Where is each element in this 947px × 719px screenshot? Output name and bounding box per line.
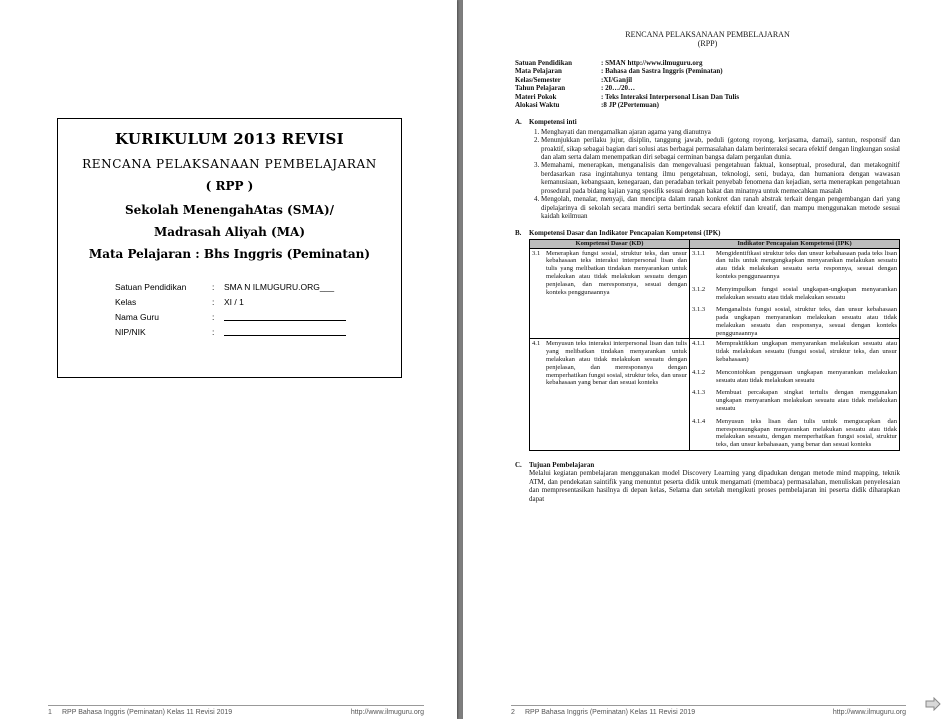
document-page-1 — [0, 0, 457, 719]
footer-rule — [511, 705, 906, 706]
ipk-item — [692, 286, 897, 302]
meta-value: : SMAN http://www.ilmuguru.org — [601, 59, 703, 67]
meta-key: Alokasi Waktu — [515, 101, 560, 110]
kompetensi-inti-item: 1. Menghayati dan mengamalkan ajaran agama yang dianutnya — [541, 128, 900, 136]
meta-row — [515, 84, 900, 92]
footer-url[interactable]: http://www.ilmuguru.org — [350, 709, 424, 716]
ipk-text: Menyusun teks lisan dan tulis untuk mengucapkan dan meresponsungkapan menyarankan melakukan sesuatu atau tidak melakukan sesuatu, dengan memperhatikan fungsi sosial, struktur teks, dan unsur kebahasaan, yang benar dan sesuai konteks — [716, 417, 897, 449]
ipk-number: 4.1.3 — [692, 389, 706, 397]
table-header: Kompetensi Dasar (KD) — [530, 239, 690, 248]
next-page-arrow-icon[interactable] — [925, 697, 941, 711]
cover-school-line2: Madrasah Aliyah (MA) — [153, 225, 305, 239]
ipk-number: 3.1.2 — [692, 285, 706, 293]
footer-url[interactable]: http://www.ilmuguru.org — [832, 709, 906, 716]
footer-text: RPP Bahasa Inggris (Peminatan) Kelas 11 Revisi 2019 — [525, 709, 696, 716]
section-title: Tujuan Pembelajaran — [529, 461, 595, 470]
identity-row — [115, 324, 401, 339]
kd-text: Menyusun teks interaksi interpersonal lisan dan tulis yang melibatkan tindakan menyarankan untuk melakukan atau tidak melakukan sesuatu dengan penjelasan, dan meresponsnya dengan memperhatikan fungsi sosial, struktur teks, dan unsur kebahasaan yang benar dan sesuai konteks — [546, 340, 688, 387]
cover-box — [57, 118, 402, 378]
section-c-heading — [515, 461, 900, 469]
cover-title: KURIKULUM 2013 REVISI — [115, 130, 344, 148]
ipk-number: 3.1.1 — [692, 249, 706, 257]
page-number: 1 — [48, 709, 52, 716]
kompetensi-inti-item: 4. Mengolah, menalar, menyaji, dan mencipta dalam ranah konkret dan ranah abstrak terkait dengan pengembangan dari yang dipelajarinya di sekolah secara mandiri serta bertindak secara efektif dan kreatif, dan mampu menggunakan metode sesuai kaidah keilmuan — [541, 195, 900, 220]
identity-colon: : — [212, 326, 215, 337]
kompetensi-inti-item: 3. Memahami, menerapkan, menganalisis dan mengevaluasi pengetahuan faktual, konseptual, prosedural, dan metakognitif berdasarkan rasa ingintahunya tentang ilmu pengetahuan, teknologi, seni, budaya, dan humaniora dengan wawasan kemanusiaan, kebangsaan, kenegaraan, dan peradaban terkait penyebab fenomena dan kejadian, serta menerapkan pengetahuan prosedural pada bidang kajian yang spesifik sesuai dengan bakat dan minatnya untuk memecahkan masalah — [541, 161, 900, 195]
ipk-number: 4.1.2 — [692, 368, 706, 376]
cover-subject: Mata Pelajaran : Bhs Inggris (Peminatan) — [88, 247, 371, 261]
ipk-text: Membuat percakapan singkat tertulis dengan menggunakan ungkapan menyarankan melakukan sesuatu atau tidak melakukan sesuatu — [716, 389, 897, 413]
ipk-cell — [690, 339, 900, 451]
ipk-item — [692, 250, 897, 281]
page2-content — [515, 30, 900, 503]
ipk-item — [692, 389, 897, 412]
cover-subtitle: RENCANA PELAKSANAAN PEMBELAJARAN — [82, 157, 377, 171]
ipk-text: Mengidentifikasi struktur teks dan unsur kebahasaan pada teks lisan dan tulis untuk mengungkapkan menyarankan melakukan sesuatu atau tidak melakukan sesuatu serta responnya, sesuai dengan konteks penggunaannya — [716, 249, 897, 280]
document-page-2 — [463, 0, 947, 719]
identity-row — [115, 279, 401, 294]
cover-rpp: ( RPP ) — [205, 179, 254, 193]
identity-colon: : — [212, 311, 215, 322]
kompetensi-inti-item: 2. Menunjukkan perilaku jujur, disiplin, tanggung jawab, peduli (gotong royong, kerjasama, damai), santun, responsif dan proaktif, sikap sebagai bagian dari solusi atas berbagai permasalahan dalam berinteraksi secara efektif dengan lingkungan sosial dan alam serta dalam menempatkan diri sebagai cerminan bangsa dalam pergaulan dunia. — [541, 136, 900, 161]
identity-label: Kelas — [115, 296, 137, 307]
section-title: Kompetensi Dasar dan Indikator Pencapaian Kompetensi (IPK) — [529, 229, 721, 238]
kd-cell — [530, 248, 690, 339]
meta-block — [515, 59, 900, 109]
ipk-text: Menyimpulkan fungsi sosial ungkapan-ungkapan menyarankan melakukan sesuatu atau tidak melakukan sesuatu — [716, 285, 897, 301]
footer-text: RPP Bahasa Inggris (Peminatan) Kelas 11 Revisi 2019 — [62, 709, 233, 716]
meta-row — [515, 59, 900, 67]
identity-label: Nama Guru — [115, 311, 159, 322]
ipk-number: 3.1.3 — [692, 306, 706, 314]
ipk-cell — [690, 248, 900, 339]
ipk-text: Mempraktikkan ungkapan menyarankan melakukan sesuatu atau tidak melakukan sesuatu (fungsi sosial, struktur teks, dan unsur kebahasaan) — [716, 340, 897, 364]
meta-key: Materi Pokok — [515, 92, 557, 101]
meta-value: : 20…/20… — [601, 84, 636, 93]
kd-cell — [530, 339, 690, 451]
kd-ipk-table — [529, 239, 900, 451]
meta-row — [515, 76, 900, 84]
ipk-item — [692, 369, 897, 385]
ipk-number: 4.1.4 — [692, 417, 706, 425]
meta-row — [515, 101, 900, 109]
identity-row — [115, 294, 401, 309]
ipk-item — [692, 306, 897, 337]
table-row — [530, 339, 900, 451]
meta-value: : Bahasa dan Sastra Inggris (Peminatan) — [601, 67, 723, 76]
section-title: Kompetensi inti — [529, 118, 577, 127]
identity-label: NIP/NIK — [115, 326, 146, 337]
identity-row — [115, 309, 401, 324]
ipk-text: Menganalisis fungsi sosial, struktur teks, dan unsur kebahasaan pada ungkapan menyarankan melakukan sesuatu atau tidak melakukan sesuatu dan responsnya, sesuai dengan konteks penggunaannya — [716, 306, 897, 337]
section-letter: A. — [515, 118, 522, 127]
identity-value: XI / 1 — [224, 296, 244, 307]
blank-line — [224, 327, 346, 336]
footer-rule — [48, 705, 424, 706]
meta-value: :8 JP (2Pertemuan) — [601, 101, 659, 110]
kd-text: Menerapkan fungsi sosial, struktur teks, dan unsur kebahasaan teks interaksi interpersonal lisan dan tulis yang melibatkan tindakan menyarankan untuk melakukan atau tidak melakukan sesuatu dengan penjelasan, dan meresponsnya, sesuai dengan konteks penggunaannya — [546, 249, 687, 296]
kompetensi-inti-list — [529, 128, 900, 220]
kd-number: 3.1 — [532, 249, 541, 257]
kd-number: 4.1 — [532, 340, 541, 348]
tujuan-paragraph: Melalui kegiatan pembelajaran menggunakan model Discovery Learning yang dipadukan dengan metode mind mapping, teknik ATM, dan pendekatan saintifik yang menuntut peserta didik untuk mengamati (membaca) permasalahan, menuliskan penyelesaian dan mempresentasikan hasilnya di depan kelas, Selama dan setelah mengikuti proses pembelajaran ini peserta didik diharapkan dapat — [529, 469, 900, 503]
section-letter: C. — [515, 461, 522, 470]
section-a-heading — [515, 118, 900, 126]
identity-table — [115, 279, 401, 339]
ipk-text: Mencontohkan penggunaan ungkapan menyarankan melakukan sesuatu atau tidak melakukan sesuatu — [716, 368, 897, 384]
table-row — [530, 248, 900, 339]
ipk-item — [692, 418, 897, 449]
section-b-heading — [515, 229, 900, 237]
identity-label: Satuan Pendidikan — [115, 281, 187, 292]
meta-row — [515, 93, 900, 101]
table-header: Indikator Pencapaian Kompetensi (IPK) — [690, 239, 900, 248]
page2-title: RENCANA PELAKSANAAN PEMBELAJARAN — [625, 30, 790, 39]
meta-row — [515, 67, 900, 75]
ipk-number: 4.1.1 — [692, 340, 706, 348]
meta-value: : Teks Interaksi Interpersonal Lisan Dan Tulis — [601, 92, 740, 101]
ipk-item — [692, 340, 897, 363]
meta-key: Satuan Pendidikan — [515, 59, 572, 67]
meta-value: :XI/Ganjil — [601, 75, 633, 84]
cover-school-line1: Sekolah MenengahAtas (SMA)/ — [124, 203, 335, 217]
identity-value: SMA N ILMUGURU.ORG___ — [224, 281, 335, 292]
page2-title-rpp: (RPP) — [697, 39, 718, 48]
page-number: 2 — [511, 709, 515, 716]
section-letter: B. — [515, 229, 522, 238]
meta-key: Mata Pelajaran — [515, 67, 562, 76]
blank-line — [224, 312, 346, 321]
identity-colon: : — [212, 296, 215, 307]
identity-colon: : — [212, 281, 215, 292]
meta-key: Tahun Pelajaran — [515, 84, 566, 93]
meta-key: Kelas/Semester — [515, 75, 561, 84]
